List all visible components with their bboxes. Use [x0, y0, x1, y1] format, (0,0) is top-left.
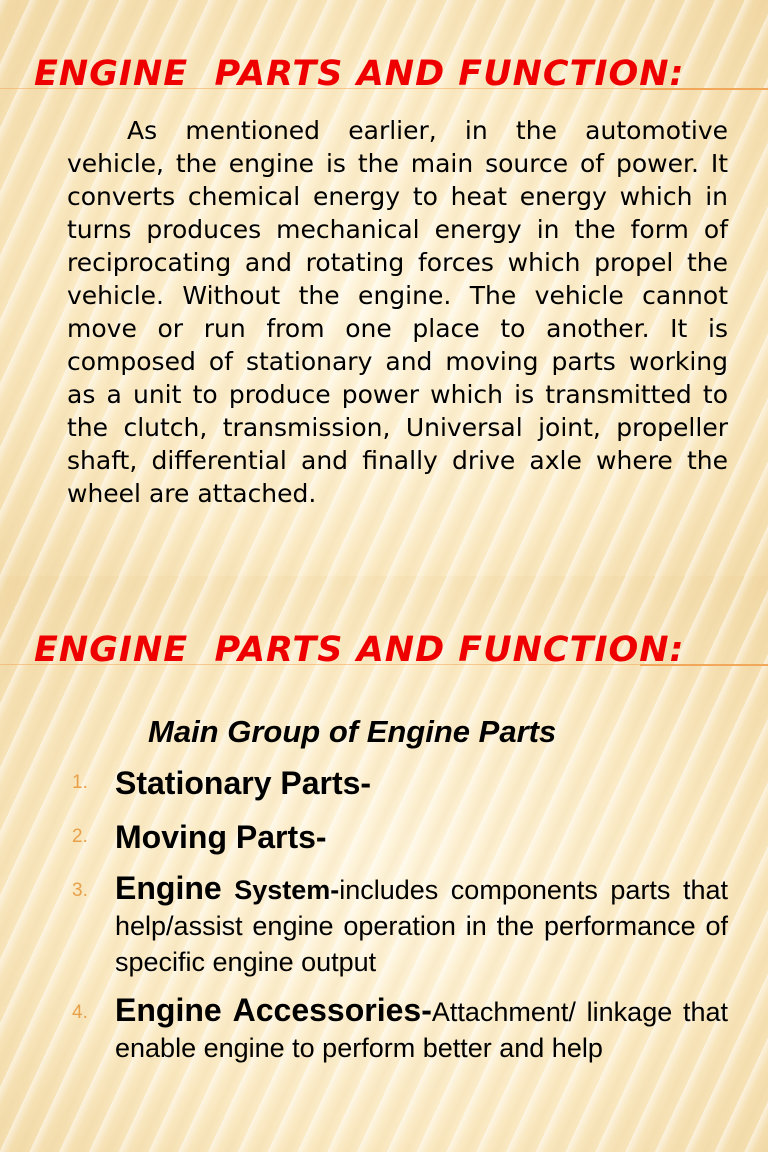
slide-2	[0, 576, 768, 1152]
slide-title: ENGINE PARTS AND FUNCTION:	[34, 54, 685, 94]
engine-parts-list	[0, 762, 768, 1078]
part-name-suffix: System-	[234, 875, 340, 905]
list-item-moving-parts	[0, 816, 768, 858]
part-name: Engine Accessories-	[115, 992, 432, 1028]
list-number: 2.	[72, 826, 88, 847]
part-description: includes components parts that help/assist engine operation in the performance of specific engine output	[115, 875, 728, 977]
part-name: Moving Parts-	[115, 819, 327, 855]
slide-title: ENGINE PARTS AND FUNCTION:	[34, 630, 685, 670]
list-item-engine-system	[0, 870, 768, 980]
part-text	[115, 992, 728, 1066]
engine-description-paragraph: As mentioned earlier, in the automotive vehicle, the engine is the main source of power. It converts chemical energy to heat energy which in turns produces mechanical energy in the form of reciprocating and rotating forces which propel the vehicle. Without the engine. The vehicle cannot move or run from one place to another. It is composed of stationary and moving parts working as a unit to produce power which is transmitted to the clutch, transmission, Universal joint, propeller shaft, differential and finally drive axle where the wheel are attached.	[67, 116, 728, 508]
list-number: 1.	[72, 772, 88, 793]
part-text	[115, 870, 728, 980]
part-description: Attachment/ linkage that enable engine to perform better and help	[115, 997, 729, 1063]
list-item-stationary-parts	[0, 762, 768, 804]
list-number: 3.	[72, 880, 88, 901]
slide-subtitle: Main Group of Engine Parts	[148, 714, 557, 749]
list-number: 4.	[72, 1002, 88, 1023]
part-name: Engine	[115, 870, 222, 906]
list-item-engine-accessories	[0, 992, 768, 1066]
part-name: Stationary Parts-	[115, 765, 372, 801]
